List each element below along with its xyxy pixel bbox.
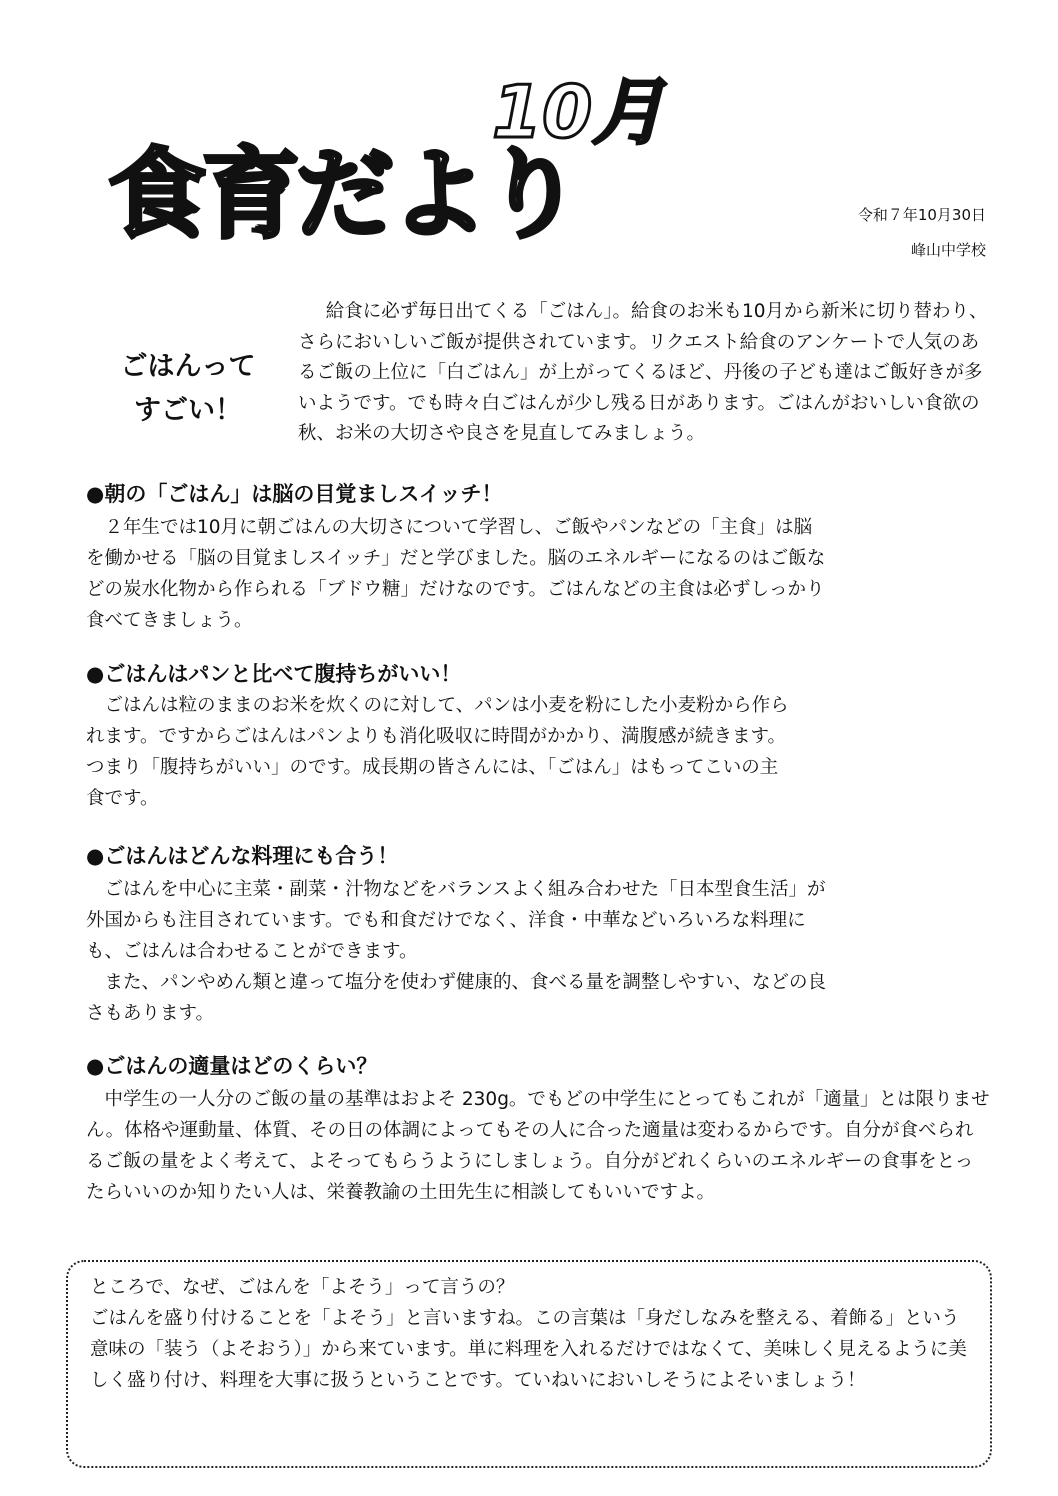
yosou-note-box: [66, 1260, 992, 1468]
intro-paragraph: 給食に必ず毎日出てくる「ごはん」。給食のお米も10月から新米に切り替わり、さらにおいしいご飯が提供されています。リクエスト給食のアンケートで人気のあるご飯の上位に「白ごはん」が上がってくるほど、丹後の子ども達はご飯好きが多いようです。でも時々白ごはんが少し残る日があります。ごはんがおいしい食欲の秋、お米の大切さや良さを見直してみましょう。: [298, 301, 988, 444]
section-body: ごはんを中心に主菜・副菜・汁物などをバランスよく組み合わせた「日本型食生活」が外国からも注目されています。でも和食だけでなく、洋食・中華などいろいろな料理にも、ごはんは合わせることができます。: [86, 879, 826, 962]
section-heading: ●朝の「ごはん」は脳の目覚ましスイッチ！: [86, 482, 503, 506]
issue-date: 令和７年10月30日: [857, 206, 986, 224]
note-body: ごはんを盛り付けることを「よそう」と言いますね。この言葉は「身だしなみを整える、着飾る」という意味の「装う（よそおう）」から来ています。単に料理を入れるだけではなくて、美味しく見えるように美しく盛り付け、料理を大事に扱うということです。ていねいにおいしそうによそいましょう！: [90, 1308, 967, 1391]
bowl-label-line2: すごい！: [134, 395, 242, 426]
month-label: 10月: [492, 70, 665, 154]
section-body: ２年生では10月に朝ごはんの大切さについて学習し、ご飯やパンなどの「主食」は脳を働かせる「脳の目覚ましスイッチ」だと学びました。脳のエネルギーになるのはご飯などの炭水化物から作られる「ブドウ糖」だけなのです。ごはんなどの主食は必ずしっかり食べてきましょう。: [86, 517, 826, 631]
section-heading: ●ごはんの適量はどのくらい？: [86, 1054, 378, 1078]
section-body-2: また、パンやめん類と違って塩分を使わず健康的、食べる量を調整しやすい、などの良さもあります。: [86, 972, 827, 1024]
section-body: 中学生の一人分のご飯の量の基準はおよそ 230g。でもどの中学生にとってもこれが「適量」とは限りません。体格や運動量、体質、その日の体調によってもその人に合った適量は変わるからです。自分が食べられるご飯の量をよく考えて、よそってもらうようにしましょう。自分がどれくらいのエネルギーの食事をとったらいいのか知りたい人は、栄養教諭の土田先生に相談してもいいですよ。: [86, 1089, 990, 1203]
bowl-label: [98, 345, 278, 433]
section-heading: ●ごはんはどんな料理にも合う！: [86, 844, 399, 868]
school-name: 峰山中学校: [910, 241, 986, 259]
note-title: ところで、なぜ、ごはんを「よそう」って言うの？: [90, 1277, 515, 1298]
section-heading: ●ごはんはパンと比べて腹持ちがいい！: [86, 662, 462, 686]
bowl-label-line1: ごはんって: [120, 351, 256, 382]
newsletter-title: 食育だより: [108, 138, 579, 252]
section-body: ごはんは粒のままのお米を炊くのに対して、パンは小麦を粉にした小麦粉から作られます。ですからごはんはパンよりも消化吸収に時間がかかり、満腹感が続きます。つまり「腹持ちがいい」のです。成長期の皆さんには、「ごはん」はもってこいの主食です。: [86, 695, 789, 809]
